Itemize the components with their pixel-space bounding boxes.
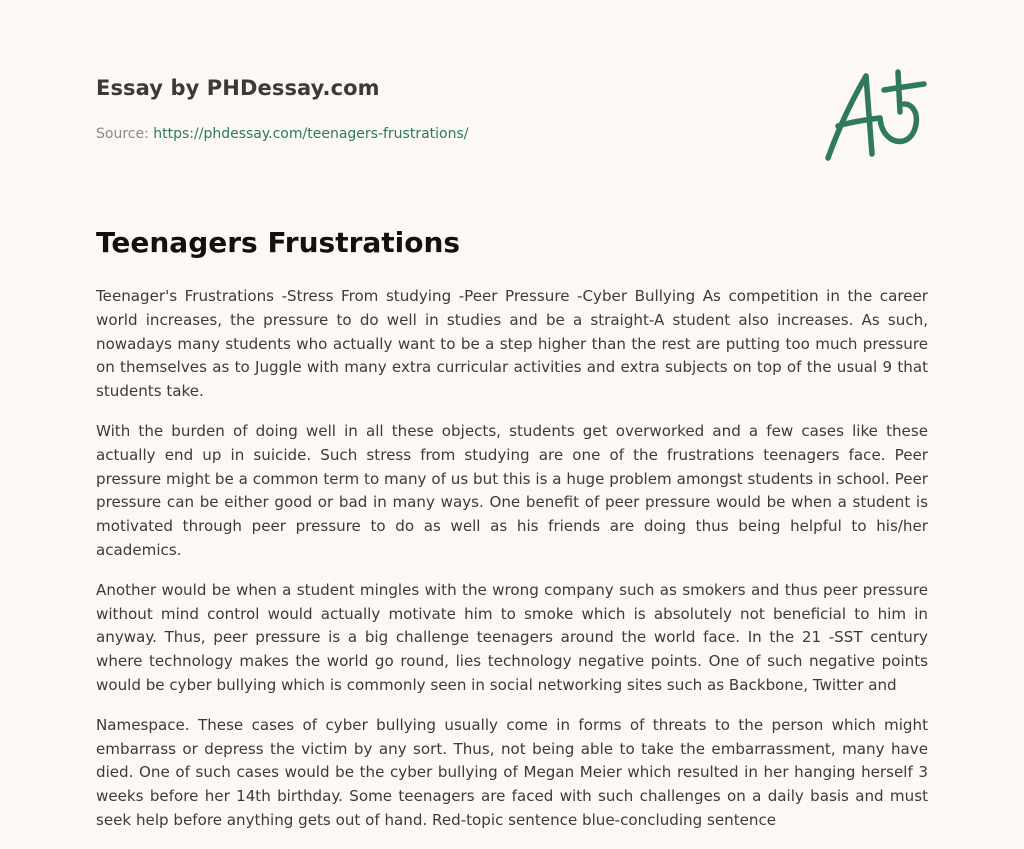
essay-paragraph: Another would be when a student mingles with the wrong company such as smokers and thus peer pressure without mind control would actually motivate him to smoke which is absolutely not beneficial to him in anyway. Thus, peer pressure is a big challenge teenagers around the world face. In the 21 -SST century where technology makes the world go round, lies technology negative points. One of such negative points would be cyber bullying which is commonly seen in social networking sites such as Backbone, Twitter and <box>96 580 928 694</box>
source-link[interactable]: https://phdessay.com/teenagers-frustrations/ <box>153 126 469 142</box>
essay-paragraph: Namespace. These cases of cyber bullying usually come in forms of threats to the person which might embarrass or depress the victim by any sort. Thus, not being able to take the embarrassment, many have died. One of such cases would be the cyber bullying of Megan Meier which resulted in her hanging herself 3 weeks before her 14th birthday. Some teenagers are faced with such challenges on a daily basis and must seek help before anything gets out of hand. Red-topic sentence blue-concluding sentence <box>96 715 928 829</box>
source-label: Source: <box>96 126 149 142</box>
site-brand: Essay by PHDessay.com <box>96 76 380 100</box>
source-line <box>96 126 796 142</box>
a-plus-grade-icon <box>816 64 932 168</box>
page-header <box>96 76 796 142</box>
essay-title: Teenagers Frustrations <box>96 226 461 259</box>
essay-body <box>96 285 928 849</box>
essay-paragraph: With the burden of doing well in all these objects, students get overworked and a few cases like these actually end up in suicide. Such stress from studying are one of the frustrations teenagers face. Peer pressure might be a common term to many of us but this is a huge problem amongst students in school. Peer pressure can be either good or bad in many ways. One benefit of peer pressure would be when a student is motivated through peer pressure to do as well as his friends are doing thus being helpful to his/her academics. <box>96 421 928 559</box>
essay-paragraph: Teenager's Frustrations -Stress From studying -Peer Pressure -Cyber Bullying As competition in the career world increases, the pressure to do well in studies and be a straight-A student also increases. As such, nowadays many students who actually want to be a step higher than the rest are putting too much pressure on themselves as to Juggle with many extra curricular activities and extra subjects on top of the usual 9 that students take. <box>96 287 928 401</box>
